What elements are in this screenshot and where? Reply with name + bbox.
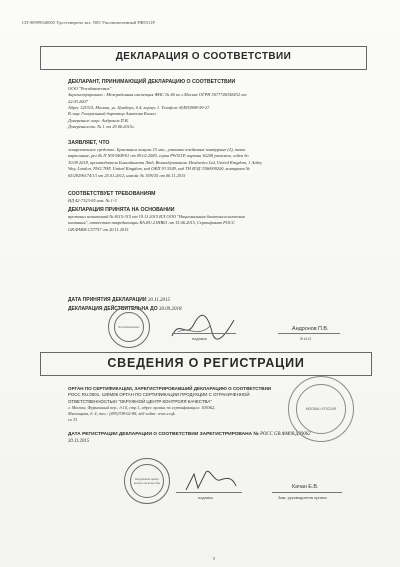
basis-line: компания", аттестат аккредитации RA.RU.21НВ01 от 15.06.2015, Сертификат РОСС [68, 220, 235, 226]
org-line: г. Москва, Фурманный пер., д.10, стр.1, адрес органа по сертификации: 105062, [68, 404, 216, 410]
org-line: ru 33 [68, 417, 78, 423]
registration-date: 20.11.2015 [68, 438, 90, 444]
signatory-name-2: Качан Е.В. [292, 484, 319, 490]
organ-stamp-text: Окружной центр контроля качества [130, 464, 164, 498]
org-heading: ОРГАН ПО СЕРТИФИКАЦИИ, ЗАРЕГИСТРИРОВАВШИЙ ДЕКЛАРАЦИЮ О СООТВЕТСТВИИ [68, 386, 272, 391]
declarant-line: ООО "Ротабакиттинс" [68, 86, 112, 91]
declarant-line: В лице Генеральный директор Аматова Камол [68, 111, 156, 117]
name-caption: Ф.И.О [300, 336, 312, 341]
certification-stamp [288, 376, 354, 442]
registration-title: СВЕДЕНИЯ О РЕГИСТРАЦИИ [107, 356, 305, 370]
valid-until-date: 30.09.2018 [158, 307, 182, 312]
acceptance-date-label: ДАТА ПРИНЯТИЯ ДЕКЛАРАЦИИ [68, 297, 147, 303]
valid-until-row [68, 305, 328, 314]
declares-line: 30.09.2018, производитель Бинсайнинти Лтд, Великобритания. Healnetics Ltd, United Kingdom, 1 Агдеу [68, 159, 263, 165]
registration-number: РОСС GB.ФМ08.Д99062 [260, 432, 311, 437]
declarant-line: Доверенность: № 1 от 29.06.2015г. [68, 124, 135, 130]
signatory-name: Андронов П.В. [292, 326, 329, 332]
company-stamp [108, 306, 150, 348]
declarant-line: 22.03.2007 [68, 98, 88, 104]
declaration-dates [68, 296, 328, 314]
acceptance-date-row [68, 296, 328, 305]
company-stamp-text: Ротабакиттинс [114, 312, 144, 342]
declares-heading: ЗАЯВЛЯЕТ, ЧТО [68, 140, 110, 146]
declares-line: лекарственное средство: Бристанол канулы 15 мкг., упаковки ячейковые контурные (2), пачки [68, 147, 246, 152]
declarant-line: Адрес 125315, Москва, ул. Цандера, д.4, корпус 1. Телефон: 8(495)988-59-27. [68, 105, 211, 111]
declaration-title-box [40, 46, 367, 70]
requirements-heading: СООТВЕТСТВУЕТ ТРЕБОВАНИЯМ [68, 191, 156, 197]
page-mark: 8 [213, 556, 215, 561]
acceptance-date: 20.11.2015 [147, 298, 170, 303]
basis-line: протокол испытаний № 8115-315 от 19.11.2015 ИЛ ООО "Национальная биотехнологическая [68, 214, 245, 219]
name-line-2 [272, 492, 342, 493]
declarant-section [68, 79, 348, 131]
org-line: РОСС RU.0001. 11ФМ08 ОРГАН ПО СЕРТИФИКАЦИИ ПРОДУКЦИИ С ОГРАНИЧЕННОЙ [68, 392, 250, 398]
certification-stamp-text: МОСКВА • РОССИЯ [305, 407, 337, 411]
signature-line-2 [176, 492, 242, 493]
declarant-line: Зарегистрировано : Межрайонная инспекция ФНС № 46 по г.Москве ОГРН 5077746358432 от [68, 92, 247, 98]
header-line: СП-90999940005 Удостоверено экз. N05 Уполномоченный РФ8311Р [22, 20, 155, 25]
declares-line: картонные, рег.№ П N015408/01 от 09.02.2009, серия PW511P, партия 16240 упаковок, годен до [68, 153, 249, 159]
signature-caption: подпись [192, 336, 208, 341]
requirements-section [68, 191, 348, 204]
valid-until-label: ДЕКЛАРАЦИЯ ДЕЙСТВИТЕЛЬНА ДО [68, 306, 158, 312]
declares-line: 65/29296174/13 от 25.01.2012, инвойс № 359155 от 06.11.2015 [68, 172, 186, 178]
registration-date-label: ДАТА РЕГИСТРАЦИИ ДЕКЛАРАЦИИ [68, 432, 152, 437]
org-line: Мясницкая, д. 4, тел.: (495)708-02-88, веб-сайт: www.ccqk. [68, 411, 176, 417]
registration-title-box [40, 352, 372, 376]
declarant-heading: ДЕКЛАРАНТ, ПРИНИМАЮЩИЙ ДЕКЛАРАЦИЮ О СООТВЕТСТВИИ [68, 79, 236, 85]
registration-number-label: О СООТВЕТСТВИИ ЗАРЕГИСТРИРОВАНА № [153, 432, 259, 437]
org-line: ОТВЕТСТВЕННОСТЬЮ "ОКРУЖНОЙ ЦЕНТР КОНТРОЛЯ КАЧЕСТВА" [68, 398, 212, 404]
basis-section [68, 207, 348, 233]
organ-stamp [124, 458, 170, 504]
requirements-line: НД 42-7323-05 изм. № 1-3 [68, 198, 117, 203]
declaration-title: ДЕКЛАРАЦИЯ О СООТВЕТСТВИИ [115, 51, 292, 62]
signature-line [172, 333, 236, 334]
name-caption-2: Зам. руководителя органа [278, 495, 327, 500]
basis-line: GB.ФМ08.С57757 от 20.11.2015 [68, 226, 129, 232]
name-line [278, 333, 340, 334]
basis-heading: ДЕКЛАРАЦИЯ ПРИНЯТА НА ОСНОВАНИИ [68, 207, 175, 213]
declarant-line: Доверенное лицо: Андронов П.В. [68, 117, 129, 123]
signature-caption-2: подпись [198, 495, 214, 500]
declares-section [68, 140, 348, 179]
declares-line: Way, London, NW2 7HF, United Kingdom, код ОКП 93 5549, код ТН ВЭД 3306909200, контракт № [68, 166, 250, 172]
